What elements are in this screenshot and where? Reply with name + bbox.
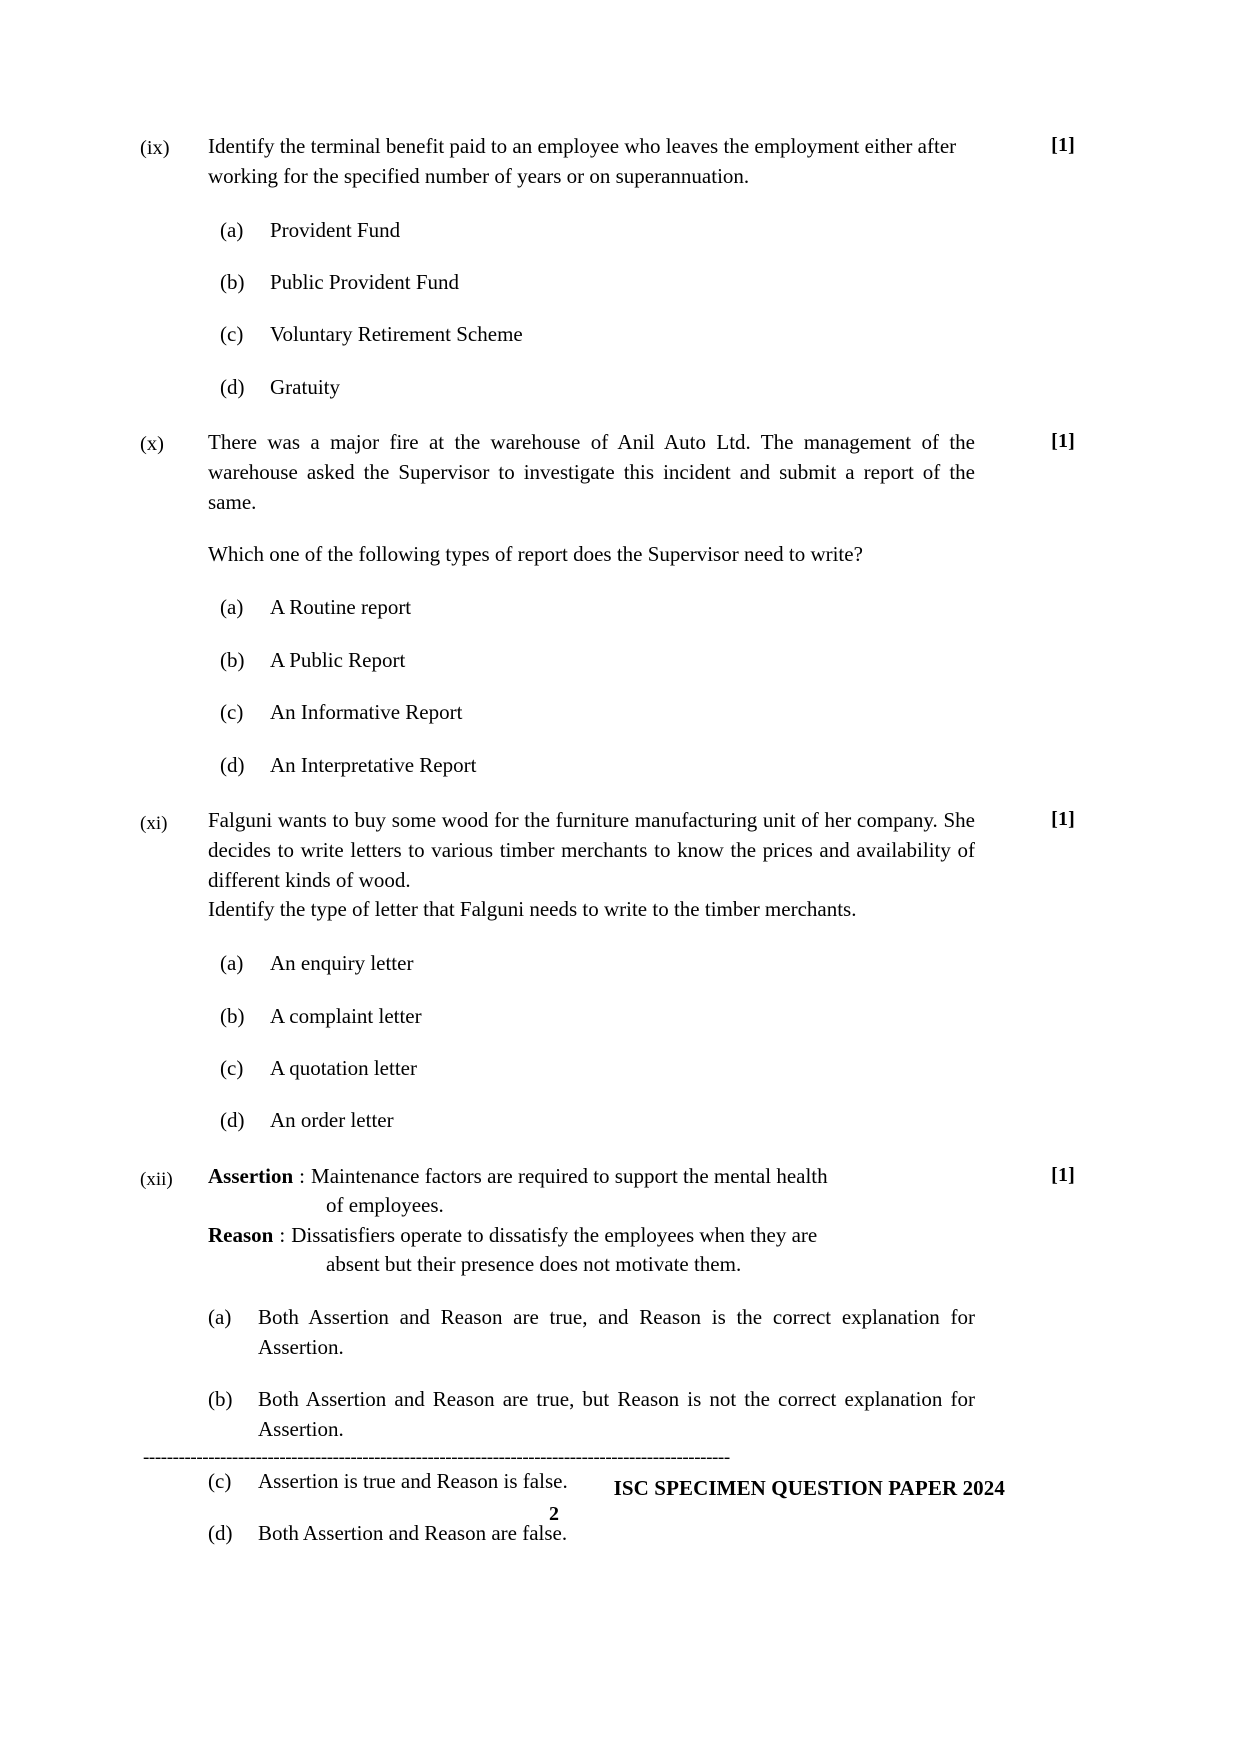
option-item[interactable]	[208, 373, 975, 402]
option-item[interactable]	[208, 751, 975, 780]
reason-row	[208, 1221, 975, 1250]
reason-separator: :	[279, 1222, 286, 1247]
option-item[interactable]	[208, 1385, 975, 1444]
assertion-label: Assertion	[208, 1163, 294, 1188]
question-x-roman: (x)	[140, 433, 164, 456]
option-item[interactable]	[208, 646, 975, 675]
option-item[interactable]	[208, 268, 975, 297]
question-ix	[140, 132, 1075, 428]
option-item[interactable]	[208, 1303, 975, 1362]
option-text: Provident Fund	[270, 217, 401, 242]
question-ix-body	[208, 132, 975, 428]
option-text: An Informative Report	[270, 700, 463, 725]
marks-badge: [1]	[1051, 808, 1075, 830]
question-ix-text: Identify the terminal benefit paid to an employee who leaves the employment either after working for the specified number of years or on superannuation.	[208, 134, 957, 188]
option-label: (d)	[220, 374, 245, 399]
marks-badge: [1]	[1051, 1163, 1075, 1186]
marks-badge: [1]	[1051, 134, 1075, 156]
option-item[interactable]	[208, 1002, 975, 1031]
option-text: Both Assertion and Reason are true, but Reason is not the correct explanation for Assertion.	[258, 1387, 975, 1441]
option-text: Both Assertion and Reason are true, and Reason is the correct explanation for Assertion.	[258, 1305, 975, 1359]
option-label: (b)	[220, 1003, 245, 1028]
option-text: Gratuity	[270, 374, 340, 399]
question-x	[140, 428, 1075, 806]
assertion-row	[208, 1162, 975, 1191]
question-ix-options	[208, 216, 975, 403]
option-text: Voluntary Retirement Scheme	[270, 322, 523, 347]
option-text: A Public Report	[270, 647, 406, 672]
option-label: (d)	[208, 1521, 233, 1546]
option-label: (d)	[220, 752, 245, 777]
question-x-subtext: Which one of the following types of report does the Supervisor need to write?	[208, 541, 863, 566]
option-label: (a)	[220, 595, 244, 620]
option-item[interactable]	[208, 216, 975, 245]
marks-badge: [1]	[1051, 430, 1075, 453]
option-text: An Interpretative Report	[270, 752, 477, 777]
question-xi-roman: (xi)	[140, 813, 168, 834]
page-number: 2	[549, 1503, 559, 1525]
assertion-text-continued: of employees.	[326, 1193, 444, 1218]
reason-text-continued: absent but their presence does not motivate them.	[326, 1251, 742, 1276]
question-xi-subtext: Identify the type of letter that Falguni needs to write to the timber merchants.	[208, 897, 857, 922]
question-list	[140, 132, 1075, 1575]
question-x-options	[208, 593, 975, 780]
option-label: (c)	[220, 700, 244, 725]
option-label: (a)	[220, 217, 244, 242]
footer-divider: ---------------------------------------------------------------------------------------------------	[143, 1448, 730, 1468]
assertion-separator: :	[299, 1163, 306, 1188]
option-item[interactable]	[208, 1106, 975, 1135]
option-text: A complaint letter	[270, 1003, 422, 1028]
option-text: A quotation letter	[270, 1056, 417, 1081]
question-xi-body	[208, 806, 975, 1162]
option-item[interactable]	[208, 320, 975, 349]
question-xi-text: Falguni wants to buy some wood for the furniture manufacturing unit of her company. She decides to write letters to various timber merchants to know the prices and availability of different kinds of wood.	[208, 808, 975, 892]
option-text: An enquiry letter	[270, 951, 414, 976]
option-text: A Routine report	[270, 595, 412, 620]
option-text: An order letter	[270, 1108, 394, 1133]
option-label: (b)	[220, 270, 245, 295]
option-text: Public Provident Fund	[270, 270, 460, 295]
reason-label: Reason	[208, 1222, 274, 1247]
option-label: (b)	[220, 647, 245, 672]
option-item[interactable]	[208, 1054, 975, 1083]
footer-title: ISC SPECIMEN QUESTION PAPER 2024	[613, 1476, 1005, 1500]
question-x-text: There was a major fire at the warehouse of Anil Auto Ltd. The management of the warehouse asked the Supervisor to investigate this incident and submit a report of the same.	[208, 430, 975, 514]
option-label: (b)	[208, 1387, 233, 1412]
option-label: (c)	[220, 1056, 244, 1081]
option-label: (c)	[208, 1468, 232, 1493]
option-item[interactable]	[208, 593, 975, 622]
question-xi-options	[208, 949, 975, 1136]
option-item[interactable]	[208, 698, 975, 727]
option-text: Both Assertion and Reason are false.	[258, 1521, 568, 1546]
option-text: Assertion is true and Reason is false.	[258, 1468, 568, 1493]
question-xi	[140, 806, 1075, 1162]
option-label: (d)	[220, 1108, 245, 1133]
question-x-body	[208, 428, 975, 806]
reason-text: Dissatisfiers operate to dissatisfy the employees when they are	[291, 1222, 818, 1247]
option-label: (c)	[220, 322, 244, 347]
question-ix-roman: (ix)	[140, 137, 170, 159]
option-item[interactable]	[208, 949, 975, 978]
question-xii-roman: (xii)	[140, 1168, 173, 1190]
assertion-text: Maintenance factors are required to support the mental health	[311, 1163, 828, 1188]
page-footer	[143, 1448, 1005, 1526]
option-label: (a)	[208, 1305, 232, 1330]
option-label: (a)	[220, 951, 244, 976]
